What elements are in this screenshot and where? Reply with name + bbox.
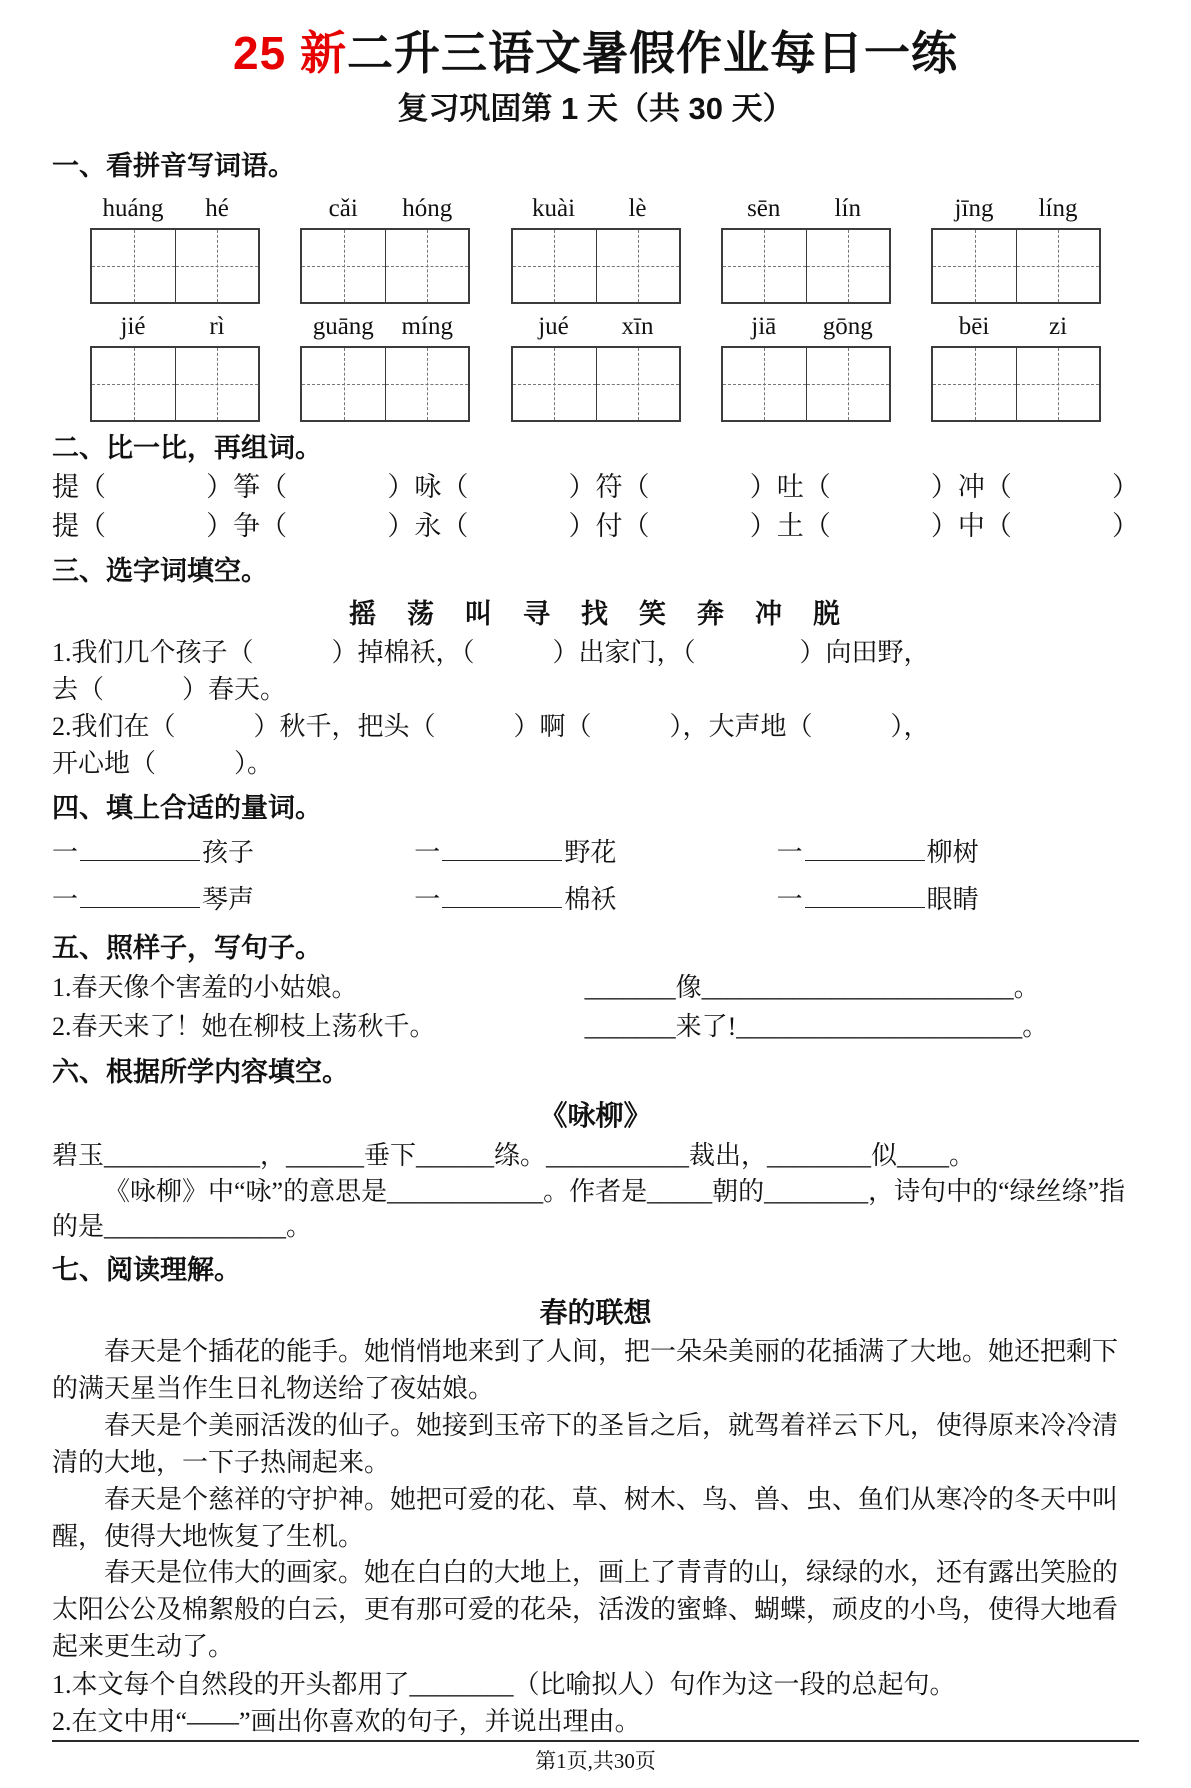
fill-sentence-1-line-1: 1.我们几个孩子（ ）掉棉袄，（ ）出家门，（ ）向田野， — [52, 638, 930, 668]
page-footer: 第1页,共30页 — [52, 1740, 1139, 1787]
hanzi-writing-grid — [931, 228, 1101, 304]
pinyin-word — [90, 310, 260, 422]
paren-open: （ — [441, 472, 469, 503]
compare-word-item — [52, 508, 233, 544]
pinyin-syllable: jīng — [954, 195, 994, 223]
reading-question-1: 1.本文每个自然段的开头都用了________（比喻拟人）句作为这一段的总起句。 — [52, 1670, 956, 1700]
compare-char: 永 — [414, 510, 442, 541]
measure-prefix: 一 — [52, 838, 79, 868]
pinyin-label — [722, 310, 890, 344]
hanzi-writing-grid — [90, 228, 260, 304]
paren-close: ） — [206, 510, 234, 541]
pinyin-syllable: gōng — [822, 313, 873, 341]
paren-open: （ — [803, 510, 831, 541]
measure-word-item — [414, 834, 776, 870]
page-subtitle: 复习巩固第 1 天（共 30 天） — [397, 91, 794, 127]
compare-char: 吐 — [776, 472, 804, 503]
grid-cell — [596, 230, 679, 302]
answer-blank — [80, 834, 200, 861]
reading-paragraph-1: 春天是个插花的能手。她悄悄地来到了人间，把一朵朵美丽的花插满了大地。她还把剩下的满天星当作生日礼物送给了夜姑娘。 — [52, 1337, 1119, 1403]
paren-close: ） — [387, 510, 415, 541]
grid-cell — [513, 230, 596, 302]
reading-paragraph-3: 春天是个慈祥的守护神。她把可爱的花、草、树木、鸟、兽、虫、鱼们从寒冷的冬天中叫醒，使得大地恢复了生机。 — [52, 1484, 1119, 1551]
paren-close: ） — [749, 510, 777, 541]
paren-close: ） — [568, 510, 596, 541]
grid-cell — [513, 348, 596, 420]
compare-char: 咏 — [414, 472, 442, 503]
measure-words-row-1 — [52, 834, 1139, 870]
compare-char: 中 — [957, 510, 985, 541]
section6-heading: 六、根据所学内容填空。 — [52, 1057, 349, 1088]
fill-sentence-1-line-2: 去（ ）春天。 — [52, 675, 287, 705]
paren-close: ） — [749, 472, 777, 503]
grid-cell — [1016, 348, 1099, 420]
reading-paragraph-4: 春天是位伟大的画家。她在白白的大地上，画上了青青的山，绿绿的水，还有露出笑脸的太阳公公及棉絮般的白云，更有那可爱的花朵，活泼的蜜蜂、蝴蝶，顽皮的小鸟，使得大地看起来更生动了。 — [52, 1558, 1119, 1662]
compare-word-item — [52, 469, 233, 505]
example-sentence: 1.春天像个害羞的小姑娘。 — [52, 973, 358, 1003]
answer-blank — [805, 880, 925, 907]
pinyin-word — [300, 310, 470, 422]
answer-blank — [805, 834, 925, 861]
paren-close: ） — [206, 472, 234, 503]
paren-close: ） — [930, 510, 958, 541]
reading-paragraph-2: 春天是个美丽活泼的仙子。她接到玉帝下的圣旨之后，就驾着祥云下凡，使得原来冷冷清清的大地，一下子热闹起来。 — [52, 1410, 1119, 1477]
pinyin-syllable: cǎi — [328, 195, 358, 223]
measure-word-item — [777, 834, 1139, 870]
grid-cell — [596, 348, 679, 420]
grid-cell — [933, 230, 1016, 302]
compare-char: 土 — [776, 510, 804, 541]
paren-open: （ — [984, 472, 1012, 503]
compare-char: 筝 — [233, 472, 261, 503]
compare-word-item — [233, 508, 414, 544]
measure-noun: 棉袄 — [564, 884, 617, 914]
paren-open: （ — [803, 472, 831, 503]
answer-template: _______来了!______________________。 — [584, 1012, 1049, 1042]
pinyin-label — [512, 310, 680, 344]
pinyin-label — [301, 310, 469, 344]
grid-cell — [806, 348, 889, 420]
pinyin-label — [512, 192, 680, 226]
fill-sentence-2-line-2: 开心地（ ）。 — [52, 749, 274, 779]
measure-word-item — [52, 834, 414, 870]
compare-word-item — [958, 508, 1139, 544]
pinyin-syllable: bēi — [958, 313, 990, 341]
poem-fill-line: 碧玉____________，______垂下______绦。___________裁出，________似____。 — [52, 1140, 976, 1170]
hanzi-writing-grid — [300, 228, 470, 304]
measure-prefix: 一 — [776, 884, 803, 914]
sentence-example-row-2 — [52, 1009, 1139, 1044]
pinyin-word — [721, 192, 891, 304]
poem-explain-line: 《咏柳》中“咏”的意思是____________。作者是_____朝的________，诗句中的“绿丝绦”指的是______________。 — [52, 1176, 1126, 1241]
pinyin-word — [511, 310, 681, 422]
compare-word-item — [233, 469, 414, 505]
paren-open: （ — [441, 510, 469, 541]
section3-heading: 三、选字词填空。 — [52, 556, 268, 587]
pinyin-syllable: lè — [628, 195, 647, 223]
pinyin-word — [300, 192, 470, 304]
measure-noun: 眼睛 — [926, 884, 979, 914]
pinyin-syllable: guāng — [312, 313, 374, 341]
pinyin-word — [721, 310, 891, 422]
measure-noun: 柳树 — [926, 838, 979, 868]
measure-word-item — [52, 880, 414, 916]
measure-prefix: 一 — [414, 884, 441, 914]
grid-cell — [723, 230, 806, 302]
pinyin-syllable: xīn — [621, 313, 654, 341]
grid-cell — [175, 230, 258, 302]
pinyin-label — [932, 310, 1100, 344]
paren-close: ） — [930, 472, 958, 503]
paren-close: ） — [568, 472, 596, 503]
hanzi-writing-grid — [511, 228, 681, 304]
answer-template: _______像________________________。 — [584, 973, 1040, 1003]
measure-noun: 琴声 — [202, 884, 255, 914]
grid-cell — [933, 348, 1016, 420]
hanzi-writing-grid — [931, 346, 1101, 422]
grid-cell — [723, 348, 806, 420]
measure-prefix: 一 — [776, 838, 803, 868]
answer-blank — [442, 880, 562, 907]
pinyin-row-2 — [52, 310, 1139, 422]
pinyin-word — [90, 192, 260, 304]
measure-word-item — [414, 880, 776, 916]
hanzi-writing-grid — [721, 346, 891, 422]
grid-cell — [175, 348, 258, 420]
grid-cell — [385, 348, 468, 420]
grid-cell — [302, 348, 385, 420]
pinyin-word — [511, 192, 681, 304]
section5-heading: 五、照样子，写句子。 — [52, 932, 322, 963]
compare-word-item — [958, 469, 1139, 505]
compare-word-item — [596, 469, 777, 505]
page-title-highlight: 25 新 — [233, 27, 347, 79]
paren-close: ） — [1112, 510, 1140, 541]
pinyin-label — [91, 310, 259, 344]
fill-sentence-2-line-1: 2.我们在（ ）秋千，把头（ ）啊（ ），大声地（ ）， — [52, 712, 930, 742]
pinyin-syllable: jié — [120, 313, 146, 341]
compare-word-item — [777, 469, 958, 505]
paren-open: （ — [260, 472, 288, 503]
page-title — [52, 22, 1139, 84]
pinyin-word — [931, 192, 1101, 304]
hanzi-writing-grid — [511, 346, 681, 422]
paren-open: （ — [79, 510, 106, 541]
measure-noun: 野花 — [564, 838, 617, 868]
grid-cell — [302, 230, 385, 302]
pinyin-syllable: líng — [1038, 195, 1078, 223]
word-bank: 摇 荡 叫 寻 找 笑 奔 冲 脱 — [349, 598, 842, 629]
pinyin-syllable: hé — [205, 195, 229, 223]
pinyin-label — [91, 192, 259, 226]
pinyin-syllable: rì — [209, 313, 225, 341]
compare-char: 冲 — [957, 472, 985, 503]
compare-char: 符 — [595, 472, 623, 503]
example-sentence: 2.春天来了！她在柳枝上荡秋千。 — [52, 1012, 436, 1042]
pinyin-syllable: míng — [401, 313, 453, 341]
paren-open: （ — [622, 472, 650, 503]
paren-close: ） — [387, 472, 415, 503]
measure-word-item — [777, 880, 1139, 916]
paren-open: （ — [622, 510, 650, 541]
paren-open: （ — [260, 510, 288, 541]
paren-open: （ — [79, 472, 106, 503]
grid-cell — [806, 230, 889, 302]
section1-heading: 一、看拼音写词语。 — [52, 150, 295, 181]
pinyin-syllable: jué — [538, 313, 569, 341]
measure-words-row-2 — [52, 880, 1139, 916]
compare-char: 付 — [595, 510, 623, 541]
compare-char: 提 — [52, 510, 79, 541]
compare-char: 争 — [233, 510, 261, 541]
measure-noun: 孩子 — [202, 838, 255, 868]
section7-heading: 七、阅读理解。 — [52, 1254, 241, 1285]
section2-heading: 二、比一比，再组词。 — [52, 432, 322, 463]
pinyin-syllable: hóng — [402, 195, 453, 223]
paren-open: （ — [984, 510, 1012, 541]
pinyin-syllable: kuài — [531, 195, 576, 223]
pinyin-syllable: huáng — [102, 195, 164, 223]
measure-prefix: 一 — [52, 884, 79, 914]
pinyin-syllable: zi — [1048, 313, 1068, 341]
hanzi-writing-grid — [300, 346, 470, 422]
reading-title: 春的联想 — [539, 1297, 652, 1329]
pinyin-label — [301, 192, 469, 226]
compare-word-item — [596, 508, 777, 544]
hanzi-writing-grid — [90, 346, 260, 422]
compare-word-item — [414, 508, 595, 544]
paren-close: ） — [1112, 472, 1140, 503]
pinyin-syllable: sēn — [747, 195, 781, 223]
answer-blank — [80, 880, 200, 907]
compare-word-item — [414, 469, 595, 505]
grid-cell — [92, 230, 175, 302]
page-title-rest: 二升三语文暑假作业每日一练 — [346, 27, 958, 79]
pinyin-syllable: lín — [834, 195, 861, 223]
poem-title: 《咏柳》 — [539, 1099, 652, 1131]
compare-words-row-2 — [52, 508, 1139, 544]
compare-char: 提 — [52, 472, 79, 503]
pinyin-row-1 — [52, 192, 1139, 304]
grid-cell — [92, 348, 175, 420]
grid-cell — [385, 230, 468, 302]
section4-heading: 四、填上合适的量词。 — [52, 793, 322, 824]
reading-question-2: 2.在文中用“——”画出你喜欢的句子，并说出理由。 — [52, 1707, 641, 1737]
answer-blank — [442, 834, 562, 861]
pinyin-word — [931, 310, 1101, 422]
hanzi-writing-grid — [721, 228, 891, 304]
measure-prefix: 一 — [414, 838, 441, 868]
pinyin-label — [932, 192, 1100, 226]
pinyin-syllable: jiā — [751, 313, 777, 341]
grid-cell — [1016, 230, 1099, 302]
compare-word-item — [777, 508, 958, 544]
compare-words-row-1 — [52, 469, 1139, 505]
sentence-example-row-1 — [52, 970, 1139, 1005]
pinyin-label — [722, 192, 890, 226]
